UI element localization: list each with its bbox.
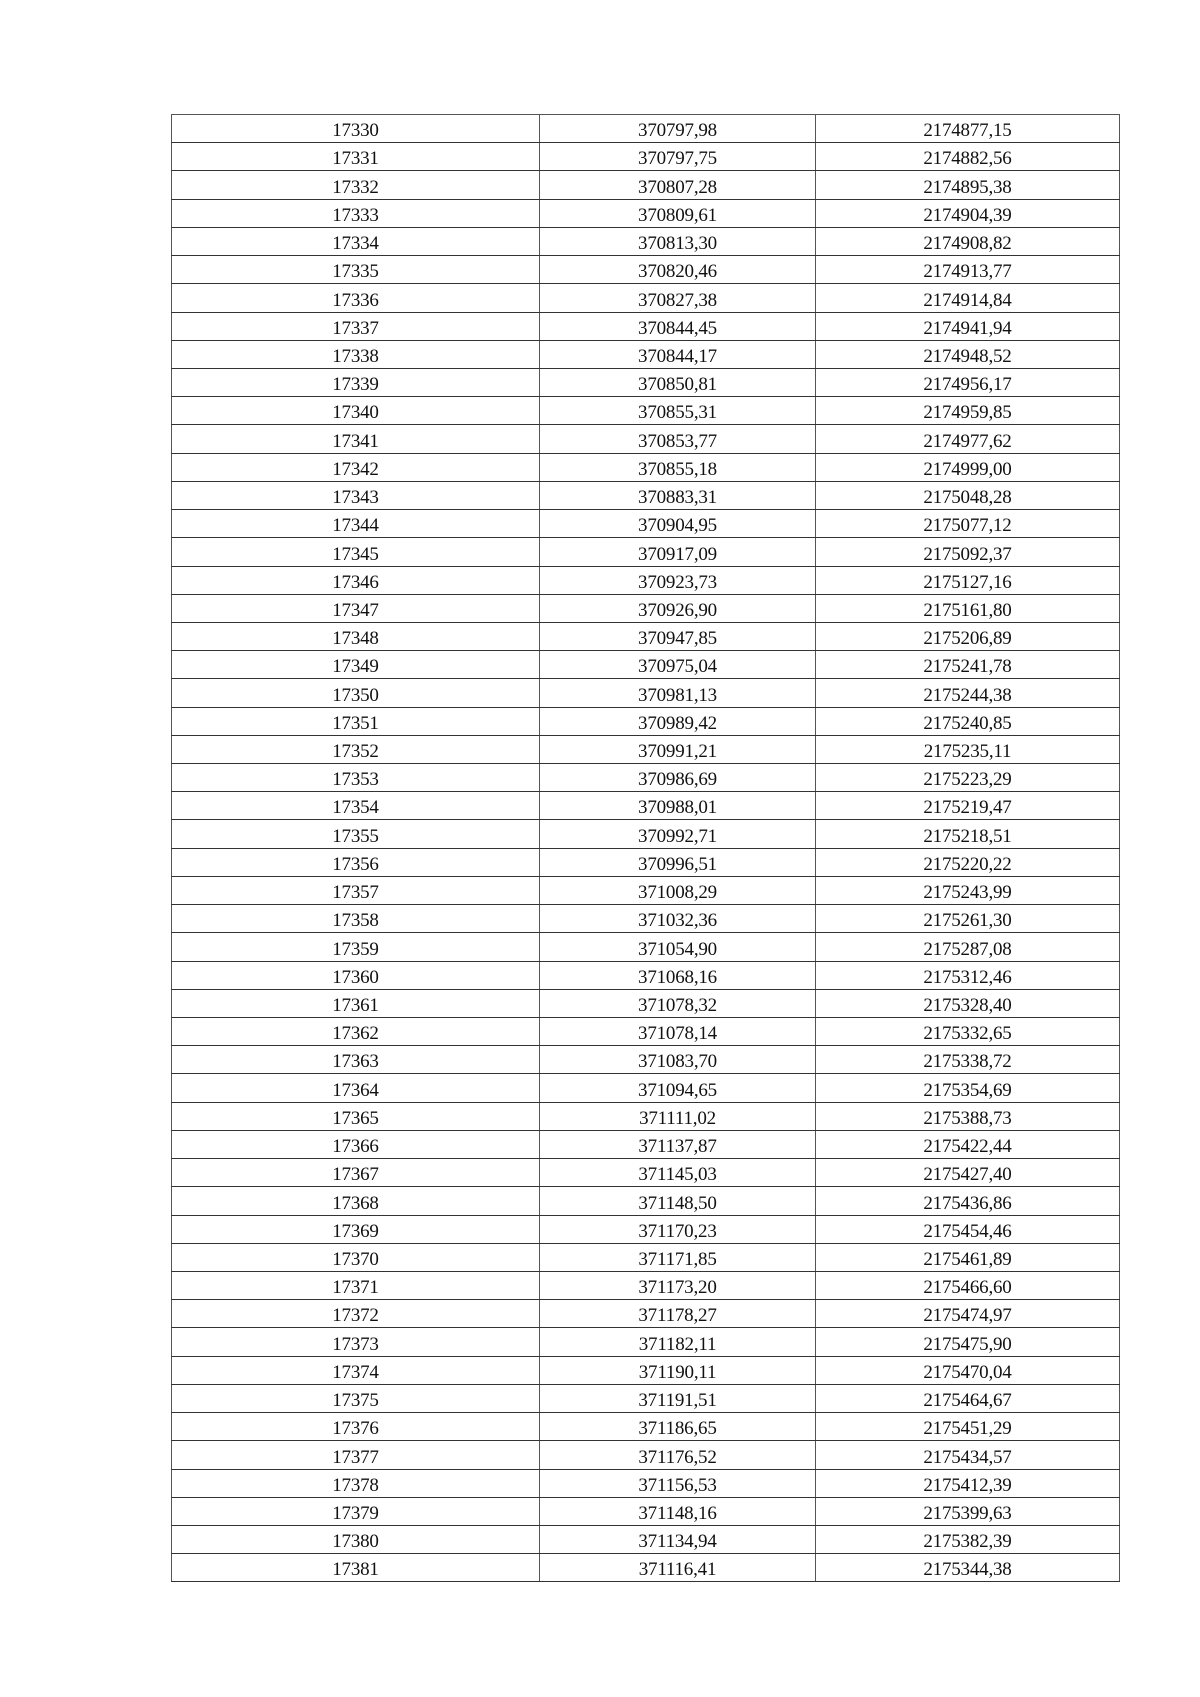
table-row [172,651,1120,679]
point-number-cell: 17358 [172,905,540,933]
y-coordinate-cell: 2175436,86 [816,1187,1120,1215]
table-row [172,764,1120,792]
table-row [172,312,1120,340]
x-coordinate-cell: 370853,77 [540,425,816,453]
point-number-cell: 17363 [172,1046,540,1074]
y-coordinate-cell: 2174959,85 [816,397,1120,425]
x-coordinate-cell: 370809,61 [540,199,816,227]
point-number-cell: 17341 [172,425,540,453]
point-number-cell: 17333 [172,199,540,227]
point-number-cell: 17342 [172,453,540,481]
table-row [172,368,1120,396]
point-number-cell: 17352 [172,735,540,763]
point-number-cell: 17370 [172,1243,540,1271]
point-number-cell: 17330 [172,115,540,143]
point-number-cell: 17377 [172,1441,540,1469]
table-row [172,1554,1120,1582]
table-row [172,622,1120,650]
point-number-cell: 17369 [172,1215,540,1243]
point-number-cell: 17345 [172,538,540,566]
table-row [172,199,1120,227]
y-coordinate-cell: 2175048,28 [816,481,1120,509]
x-coordinate-cell: 371083,70 [540,1046,816,1074]
x-coordinate-cell: 370855,18 [540,453,816,481]
point-number-cell: 17362 [172,1018,540,1046]
point-number-cell: 17331 [172,143,540,171]
table-row [172,707,1120,735]
point-number-cell: 17367 [172,1159,540,1187]
point-number-cell: 17357 [172,876,540,904]
x-coordinate-cell: 371156,53 [540,1469,816,1497]
table-row [172,1300,1120,1328]
y-coordinate-cell: 2175475,90 [816,1328,1120,1356]
table-row [172,594,1120,622]
point-number-cell: 17338 [172,340,540,368]
y-coordinate-cell: 2174895,38 [816,171,1120,199]
point-number-cell: 17351 [172,707,540,735]
table-row [172,1356,1120,1384]
x-coordinate-cell: 371145,03 [540,1159,816,1187]
table-row [172,792,1120,820]
x-coordinate-cell: 370989,42 [540,707,816,735]
y-coordinate-cell: 2175461,89 [816,1243,1120,1271]
point-number-cell: 17366 [172,1130,540,1158]
x-coordinate-cell: 370827,38 [540,284,816,312]
y-coordinate-cell: 2175474,97 [816,1300,1120,1328]
table-row [172,735,1120,763]
point-number-cell: 17375 [172,1384,540,1412]
point-number-cell: 17378 [172,1469,540,1497]
x-coordinate-cell: 371190,11 [540,1356,816,1384]
point-number-cell: 17340 [172,397,540,425]
y-coordinate-cell: 2175218,51 [816,820,1120,848]
table-row [172,1384,1120,1412]
table-row [172,1469,1120,1497]
x-coordinate-cell: 370855,31 [540,397,816,425]
x-coordinate-cell: 371176,52 [540,1441,816,1469]
point-number-cell: 17346 [172,566,540,594]
table-row [172,1413,1120,1441]
y-coordinate-cell: 2175240,85 [816,707,1120,735]
y-coordinate-cell: 2175344,38 [816,1554,1120,1582]
point-number-cell: 17353 [172,764,540,792]
table-row [172,961,1120,989]
y-coordinate-cell: 2175328,40 [816,989,1120,1017]
table-row [172,510,1120,538]
x-coordinate-cell: 370996,51 [540,848,816,876]
y-coordinate-cell: 2174941,94 [816,312,1120,340]
y-coordinate-cell: 2175427,40 [816,1159,1120,1187]
x-coordinate-cell: 370917,09 [540,538,816,566]
y-coordinate-cell: 2175399,63 [816,1497,1120,1525]
table-row [172,1074,1120,1102]
y-coordinate-cell: 2174914,84 [816,284,1120,312]
x-coordinate-cell: 371116,41 [540,1554,816,1582]
y-coordinate-cell: 2175466,60 [816,1271,1120,1299]
point-number-cell: 17372 [172,1300,540,1328]
table-row [172,538,1120,566]
x-coordinate-cell: 371171,85 [540,1243,816,1271]
x-coordinate-cell: 371078,32 [540,989,816,1017]
table-row [172,256,1120,284]
table-row [172,1215,1120,1243]
table-row [172,1497,1120,1525]
x-coordinate-cell: 370797,98 [540,115,816,143]
x-coordinate-cell: 370844,17 [540,340,816,368]
x-coordinate-cell: 370807,28 [540,171,816,199]
table-row [172,848,1120,876]
point-number-cell: 17336 [172,284,540,312]
y-coordinate-cell: 2175244,38 [816,679,1120,707]
table-row [172,340,1120,368]
point-number-cell: 17380 [172,1525,540,1553]
x-coordinate-cell: 370947,85 [540,622,816,650]
table-row [172,989,1120,1017]
x-coordinate-cell: 371111,02 [540,1102,816,1130]
y-coordinate-cell: 2175287,08 [816,933,1120,961]
x-coordinate-cell: 370988,01 [540,792,816,820]
x-coordinate-cell: 371173,20 [540,1271,816,1299]
x-coordinate-cell: 370926,90 [540,594,816,622]
table-row [172,1159,1120,1187]
x-coordinate-cell: 370992,71 [540,820,816,848]
table-row [172,1046,1120,1074]
point-number-cell: 17343 [172,481,540,509]
y-coordinate-cell: 2175354,69 [816,1074,1120,1102]
table-row [172,566,1120,594]
y-coordinate-cell: 2175388,73 [816,1102,1120,1130]
x-coordinate-cell: 371032,36 [540,905,816,933]
x-coordinate-cell: 371068,16 [540,961,816,989]
y-coordinate-cell: 2175243,99 [816,876,1120,904]
y-coordinate-cell: 2175241,78 [816,651,1120,679]
point-number-cell: 17356 [172,848,540,876]
y-coordinate-cell: 2174882,56 [816,143,1120,171]
x-coordinate-cell: 370991,21 [540,735,816,763]
table-row [172,1328,1120,1356]
y-coordinate-cell: 2175223,29 [816,764,1120,792]
table-row [172,1441,1120,1469]
y-coordinate-cell: 2175338,72 [816,1046,1120,1074]
point-number-cell: 17332 [172,171,540,199]
table-row [172,933,1120,961]
point-number-cell: 17365 [172,1102,540,1130]
y-coordinate-cell: 2174999,00 [816,453,1120,481]
table-row [172,1187,1120,1215]
point-number-cell: 17373 [172,1328,540,1356]
x-coordinate-cell: 371094,65 [540,1074,816,1102]
table-row [172,1102,1120,1130]
y-coordinate-cell: 2174908,82 [816,227,1120,255]
table-row [172,284,1120,312]
x-coordinate-cell: 371148,16 [540,1497,816,1525]
table-row [172,905,1120,933]
table-row [172,115,1120,143]
point-number-cell: 17339 [172,368,540,396]
x-coordinate-cell: 371191,51 [540,1384,816,1412]
y-coordinate-cell: 2175434,57 [816,1441,1120,1469]
point-number-cell: 17381 [172,1554,540,1582]
y-coordinate-cell: 2174948,52 [816,340,1120,368]
y-coordinate-cell: 2175235,11 [816,735,1120,763]
x-coordinate-cell: 370904,95 [540,510,816,538]
table-row [172,820,1120,848]
table-row [172,1525,1120,1553]
x-coordinate-cell: 371054,90 [540,933,816,961]
y-coordinate-cell: 2175470,04 [816,1356,1120,1384]
x-coordinate-cell: 370850,81 [540,368,816,396]
point-number-cell: 17349 [172,651,540,679]
y-coordinate-cell: 2175092,37 [816,538,1120,566]
x-coordinate-cell: 370883,31 [540,481,816,509]
y-coordinate-cell: 2175077,12 [816,510,1120,538]
y-coordinate-cell: 2174904,39 [816,199,1120,227]
table-row [172,1018,1120,1046]
point-number-cell: 17348 [172,622,540,650]
coordinates-table-body [172,115,1120,1582]
point-number-cell: 17359 [172,933,540,961]
point-number-cell: 17344 [172,510,540,538]
point-number-cell: 17335 [172,256,540,284]
x-coordinate-cell: 370844,45 [540,312,816,340]
y-coordinate-cell: 2175451,29 [816,1413,1120,1441]
x-coordinate-cell: 370797,75 [540,143,816,171]
y-coordinate-cell: 2174956,17 [816,368,1120,396]
point-number-cell: 17334 [172,227,540,255]
x-coordinate-cell: 371170,23 [540,1215,816,1243]
y-coordinate-cell: 2175412,39 [816,1469,1120,1497]
point-number-cell: 17368 [172,1187,540,1215]
point-number-cell: 17337 [172,312,540,340]
point-number-cell: 17376 [172,1413,540,1441]
x-coordinate-cell: 370981,13 [540,679,816,707]
point-number-cell: 17371 [172,1271,540,1299]
point-number-cell: 17364 [172,1074,540,1102]
y-coordinate-cell: 2175206,89 [816,622,1120,650]
y-coordinate-cell: 2175312,46 [816,961,1120,989]
x-coordinate-cell: 370820,46 [540,256,816,284]
y-coordinate-cell: 2175464,67 [816,1384,1120,1412]
point-number-cell: 17354 [172,792,540,820]
y-coordinate-cell: 2175161,80 [816,594,1120,622]
coordinates-table [171,114,1120,1582]
y-coordinate-cell: 2174877,15 [816,115,1120,143]
point-number-cell: 17374 [172,1356,540,1384]
y-coordinate-cell: 2175454,46 [816,1215,1120,1243]
x-coordinate-cell: 371008,29 [540,876,816,904]
y-coordinate-cell: 2175332,65 [816,1018,1120,1046]
point-number-cell: 17361 [172,989,540,1017]
y-coordinate-cell: 2175382,39 [816,1525,1120,1553]
table-row [172,397,1120,425]
x-coordinate-cell: 370813,30 [540,227,816,255]
x-coordinate-cell: 371178,27 [540,1300,816,1328]
y-coordinate-cell: 2175261,30 [816,905,1120,933]
point-number-cell: 17350 [172,679,540,707]
table-row [172,1130,1120,1158]
y-coordinate-cell: 2175422,44 [816,1130,1120,1158]
x-coordinate-cell: 370986,69 [540,764,816,792]
y-coordinate-cell: 2174913,77 [816,256,1120,284]
table-row [172,425,1120,453]
x-coordinate-cell: 371134,94 [540,1525,816,1553]
y-coordinate-cell: 2175127,16 [816,566,1120,594]
point-number-cell: 17379 [172,1497,540,1525]
table-row [172,679,1120,707]
point-number-cell: 17355 [172,820,540,848]
y-coordinate-cell: 2175220,22 [816,848,1120,876]
table-row [172,481,1120,509]
x-coordinate-cell: 371137,87 [540,1130,816,1158]
point-number-cell: 17360 [172,961,540,989]
table-row [172,227,1120,255]
table-row [172,453,1120,481]
x-coordinate-cell: 371186,65 [540,1413,816,1441]
table-row [172,1243,1120,1271]
y-coordinate-cell: 2174977,62 [816,425,1120,453]
point-number-cell: 17347 [172,594,540,622]
table-row [172,143,1120,171]
table-row [172,171,1120,199]
table-row [172,876,1120,904]
x-coordinate-cell: 371148,50 [540,1187,816,1215]
x-coordinate-cell: 370975,04 [540,651,816,679]
x-coordinate-cell: 370923,73 [540,566,816,594]
x-coordinate-cell: 371078,14 [540,1018,816,1046]
table-row [172,1271,1120,1299]
x-coordinate-cell: 371182,11 [540,1328,816,1356]
y-coordinate-cell: 2175219,47 [816,792,1120,820]
